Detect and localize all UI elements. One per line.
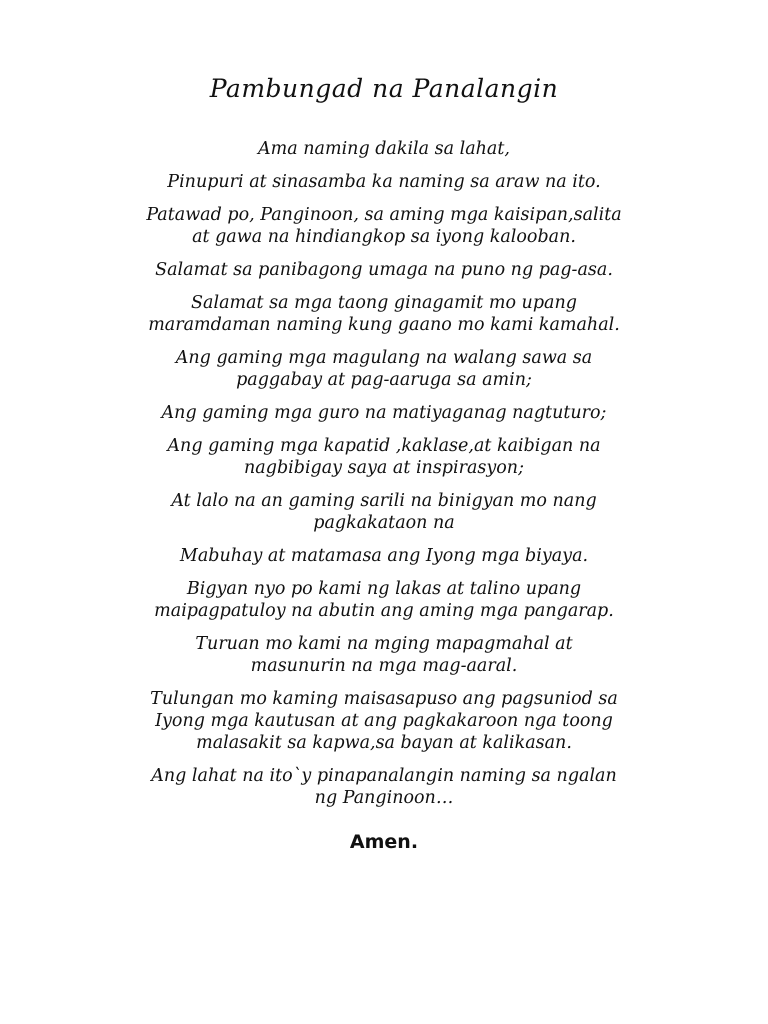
prayer-stanza xyxy=(60,171,708,193)
prayer-line: paggabay at pag-aaruga sa amin; xyxy=(236,370,532,390)
prayer-line: At lalo na an gaming sarili na binigyan mo nang xyxy=(171,491,597,511)
prayer-line: at gawa na hindiangkop sa iyong kalooban. xyxy=(192,227,576,247)
prayer-stanza xyxy=(60,435,708,479)
prayer-line: malasakit sa kapwa,sa bayan at kalikasan. xyxy=(196,733,572,753)
prayer-line: Ama naming dakila sa lahat, xyxy=(258,139,510,159)
prayer-stanza xyxy=(60,259,708,281)
prayer-line: Salamat sa mga taong ginagamit mo upang xyxy=(191,293,577,313)
prayer-line: Turuan mo kami na mging mapagmahal at xyxy=(195,634,573,654)
prayer-line: Ang gaming mga guro na matiyaganag nagtuturo; xyxy=(161,403,607,423)
prayer-stanza xyxy=(60,204,708,248)
prayer-line: Ang lahat na ito`y pinapanalangin naming sa ngalan xyxy=(151,766,617,786)
document-title: Pambungad na Panalangin xyxy=(209,74,559,103)
prayer-stanza xyxy=(60,347,708,391)
prayer-stanza xyxy=(60,765,708,809)
prayer-line: Pinupuri at sinasamba ka naming sa araw na ito. xyxy=(167,172,601,192)
prayer-stanza xyxy=(60,402,708,424)
prayer-stanza xyxy=(60,578,708,622)
prayer-line: masunurin na mga mag-aaral. xyxy=(250,656,518,676)
prayer-body xyxy=(60,138,708,820)
prayer-line: Mabuhay at matamasa ang Iyong mga biyaya. xyxy=(179,546,589,566)
prayer-line: Bigyan nyo po kami ng lakas at talino upang xyxy=(186,579,582,599)
closing-amen: Amen. xyxy=(349,831,419,853)
prayer-line: Patawad po, Panginoon, sa aming mga kaisipan,salita xyxy=(146,205,622,225)
prayer-line: maipagpatuloy na abutin ang aming mga pangarap. xyxy=(154,601,614,621)
prayer-line: Salamat sa panibagong umaga na puno ng pag-asa. xyxy=(155,260,613,280)
prayer-line: Ang gaming mga kapatid ,kaklase,at kaibigan na xyxy=(167,436,601,456)
prayer-line: ng Panginoon… xyxy=(314,788,454,808)
prayer-line: Ang gaming mga magulang na walang sawa sa xyxy=(175,348,593,368)
prayer-stanza xyxy=(60,138,708,160)
prayer-line: Tulungan mo kaming maisasapuso ang pagsuniod sa xyxy=(150,689,618,709)
prayer-stanza xyxy=(60,292,708,336)
prayer-line: Iyong mga kautusan at ang pagkakaroon nga toong xyxy=(155,711,613,731)
prayer-stanza xyxy=(60,633,708,677)
prayer-line: nagbibigay saya at inspirasyon; xyxy=(244,458,524,478)
prayer-line: pagkakataon na xyxy=(313,513,455,533)
prayer-stanza xyxy=(60,490,708,534)
prayer-line: maramdaman naming kung gaano mo kami kamahal. xyxy=(148,315,620,335)
prayer-stanza xyxy=(60,545,708,567)
prayer-stanza xyxy=(60,688,708,754)
